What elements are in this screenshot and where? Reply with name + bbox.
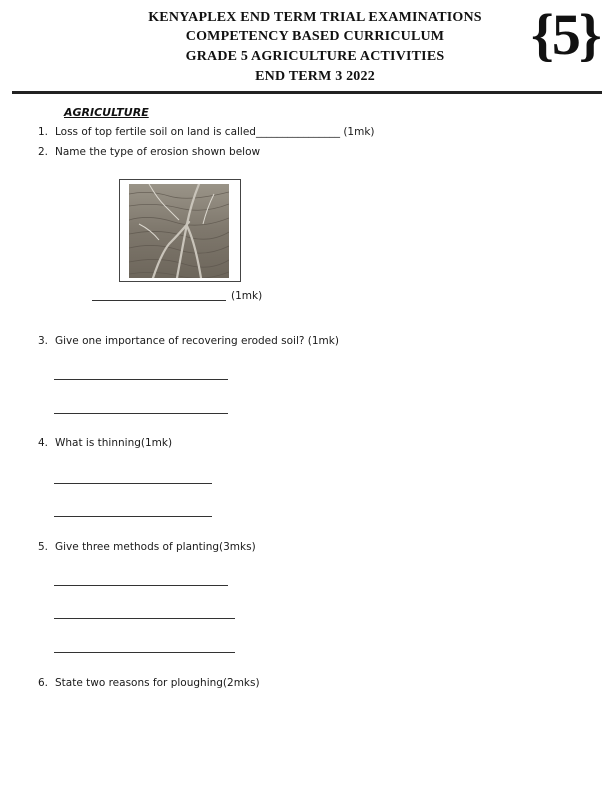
photo-frame (119, 179, 241, 282)
question-5 (38, 541, 256, 553)
answer-line-q3-1[interactable] (54, 379, 228, 380)
grade-badge: {5} (531, 2, 600, 67)
question-text: Name the type of erosion shown below (55, 146, 261, 158)
question-6 (38, 677, 260, 689)
answer-line-q4-1[interactable] (54, 483, 212, 484)
answer-line-q5-2[interactable] (54, 618, 235, 619)
answer-line-q5-1[interactable] (54, 585, 228, 586)
question-text: Give three methods of planting(3mks) (55, 541, 256, 553)
question-number: 6. (38, 677, 49, 689)
header-line-1: KENYAPLEX END TERM TRIAL EXAMINATIONS (148, 10, 482, 25)
answer-line-q2[interactable] (92, 300, 226, 301)
question-number: 1. (38, 126, 49, 138)
question-1 (38, 126, 375, 138)
header-line-4: END TERM 3 2022 (255, 69, 375, 84)
header-divider (12, 91, 602, 94)
gully-erosion-photo (129, 184, 229, 278)
question-number: 3. (38, 335, 49, 347)
answer-line-q5-3[interactable] (54, 652, 235, 653)
header-line-3: GRADE 5 AGRICULTURE ACTIVITIES (185, 49, 445, 64)
marks-q2: (1mk) (231, 290, 263, 302)
question-number: 5. (38, 541, 49, 553)
answer-line-q4-2[interactable] (54, 516, 212, 517)
question-text: State two reasons for ploughing(2mks) (55, 677, 260, 689)
question-number: 2. (38, 146, 49, 158)
question-text: What is thinning(1mk) (55, 437, 173, 449)
question-text: Give one importance of recovering eroded soil? (1mk) (55, 335, 339, 347)
question-3 (38, 335, 339, 347)
question-text: Loss of top fertile soil on land is called________________ (1mk) (55, 126, 375, 138)
section-title: AGRICULTURE (64, 106, 149, 119)
header-line-2: COMPETENCY BASED CURRICULUM (185, 29, 445, 44)
question-2 (38, 146, 260, 158)
question-number: 4. (38, 437, 49, 449)
answer-line-q3-2[interactable] (54, 413, 228, 414)
question-4 (38, 437, 172, 449)
